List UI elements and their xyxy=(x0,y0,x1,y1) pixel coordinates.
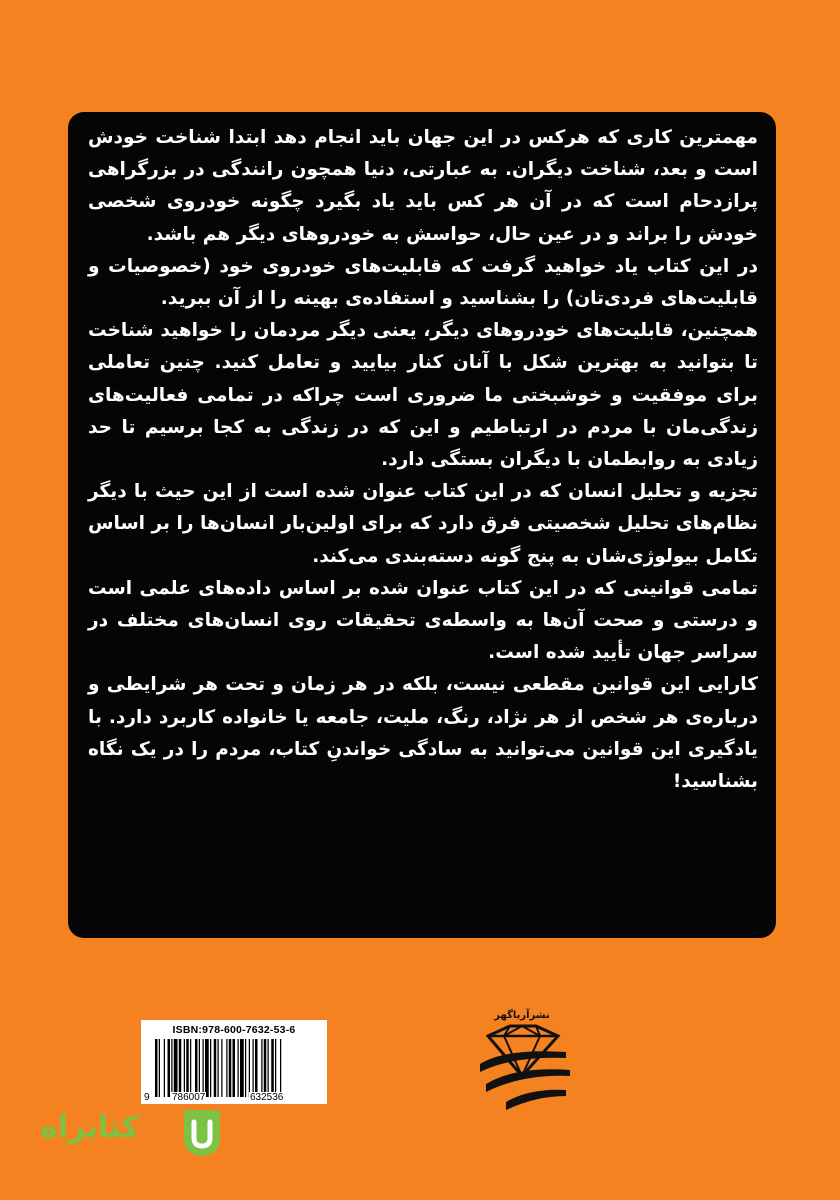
description-paragraph-1: مهمترین کاری که هرکس در این جهان باید انجام دهد ابتدا شناخت خودش است و بعد، شناخت دیگران. به عبارتی، دنیا همچون رانندگی در بزرگراهی پرازدحام است که در آن هر کس باید یاد بگیرد چگونه خودروی شخصی خودش را براند و در عین حال، حواسش به خودروهای دیگر هم باشد. xyxy=(88,127,758,245)
description-paragraph-4: تجزیه و تحلیل انسان که در این کتاب عنوان شده است از این حیث با دیگر نظام‌های تحلیل شخصیتی فرق دارد که برای اولین‌بار انسان‌ها را بر اساس تکامل بیولوژی‌شان به پنج گونه دسته‌بندی می‌کند. xyxy=(88,481,758,567)
barcode-bar xyxy=(221,1039,222,1097)
isbn-label: ISBN:978-600-7632-53-6 xyxy=(172,1024,296,1036)
back-cover-description-panel xyxy=(68,112,776,938)
barcode-bar xyxy=(245,1039,246,1097)
isbn-barcode xyxy=(141,1020,327,1104)
description-paragraph-2: در این کتاب یاد خواهید گرفت که قابلیت‌های خودروی خود (خصوصیات و قابلیت‌های فردی‌تان) را بشناسید و استفاده‌ی بهینه را از آن ببرید. xyxy=(88,255,758,310)
barcode-bar xyxy=(155,1039,158,1097)
barcode-bar xyxy=(164,1039,165,1097)
description-paragraph-5: تمامی قوانینی که در این کتاب عنوان شده بر اساس داده‌های علمی است و درستی و صحت آن‌ها به واسطه‌ی تحقیقات روی انسان‌های مختلف در سراسر جهان تأیید شده است. xyxy=(88,577,758,664)
barcode-digit-first: 9 xyxy=(144,1092,150,1103)
barcode-bar xyxy=(171,1039,172,1097)
description-paragraph-6: کارایی این قوانین مقطعی نیست، بلکه در هر زمان و تحت هر شرایطی و درباره‌ی هر شخص از هر نژاد، رنگ، ملیت، جامعه یا خانواده کاربرد دارد. با یادگیری این قوانین می‌توانید به سادگی خواندنِ کتاب، مردم را در یک نگاه بشناسید! xyxy=(88,674,758,793)
barcode-bar xyxy=(159,1039,160,1097)
barcode-bar xyxy=(261,1039,262,1097)
barcode-bar xyxy=(184,1039,185,1097)
barcode-bar xyxy=(186,1039,189,1097)
barcode-bar xyxy=(271,1039,274,1097)
barcode-bar xyxy=(226,1039,227,1097)
ketabrah-name: کتابراه xyxy=(40,1110,139,1145)
barcode-bar xyxy=(218,1039,219,1097)
barcode-bar xyxy=(214,1039,217,1097)
barcode-bar xyxy=(264,1039,267,1097)
barcode-digits-right: 632536 xyxy=(250,1092,284,1103)
barcode-bar xyxy=(255,1039,258,1097)
barcode-bar xyxy=(238,1039,239,1097)
barcode-digits-left: 786007 xyxy=(172,1092,206,1103)
publisher-logo xyxy=(466,1010,578,1114)
barcode-bar xyxy=(203,1039,204,1097)
barcode-bar xyxy=(195,1039,198,1097)
barcode-bar xyxy=(205,1039,209,1097)
barcode-bar xyxy=(280,1039,281,1097)
diamond-icon xyxy=(466,1010,578,1114)
barcode-bar xyxy=(229,1039,232,1097)
barcode-bar xyxy=(233,1039,236,1097)
barcode-bar xyxy=(190,1039,191,1097)
barcode-bar xyxy=(210,1039,211,1097)
barcode-bar xyxy=(253,1039,254,1097)
ketabrah-logo xyxy=(36,1106,226,1162)
barcode-bar xyxy=(174,1039,178,1097)
barcode-bar xyxy=(168,1039,171,1097)
publisher-name: نشرآریاگهر xyxy=(494,1010,550,1021)
description-paragraph-3: همچنین، قابلیت‌های خودروهای دیگر، یعنی دیگر مردمان را خواهید شناخت تا بتوانید به بهترین شکل با آنان کنار بیایید و تعامل کنید. چنین تعاملی برای موفقیت و خوشبختی ما ضروری است چراکه در تمامی فعالیت‌های زندگی‌مان با مردم در ارتباطیم و این که در زندگی به کجا برسیم تا حد زیادی به روابطمان با دیگران بستگی دارد. xyxy=(88,320,758,471)
barcode-bar xyxy=(179,1039,182,1097)
book-icon xyxy=(180,1108,224,1158)
barcode-bar xyxy=(275,1039,276,1097)
barcode-bar xyxy=(199,1039,200,1097)
barcode-bar xyxy=(249,1039,250,1097)
barcode-bar xyxy=(240,1039,244,1097)
barcode-bar xyxy=(268,1039,269,1097)
